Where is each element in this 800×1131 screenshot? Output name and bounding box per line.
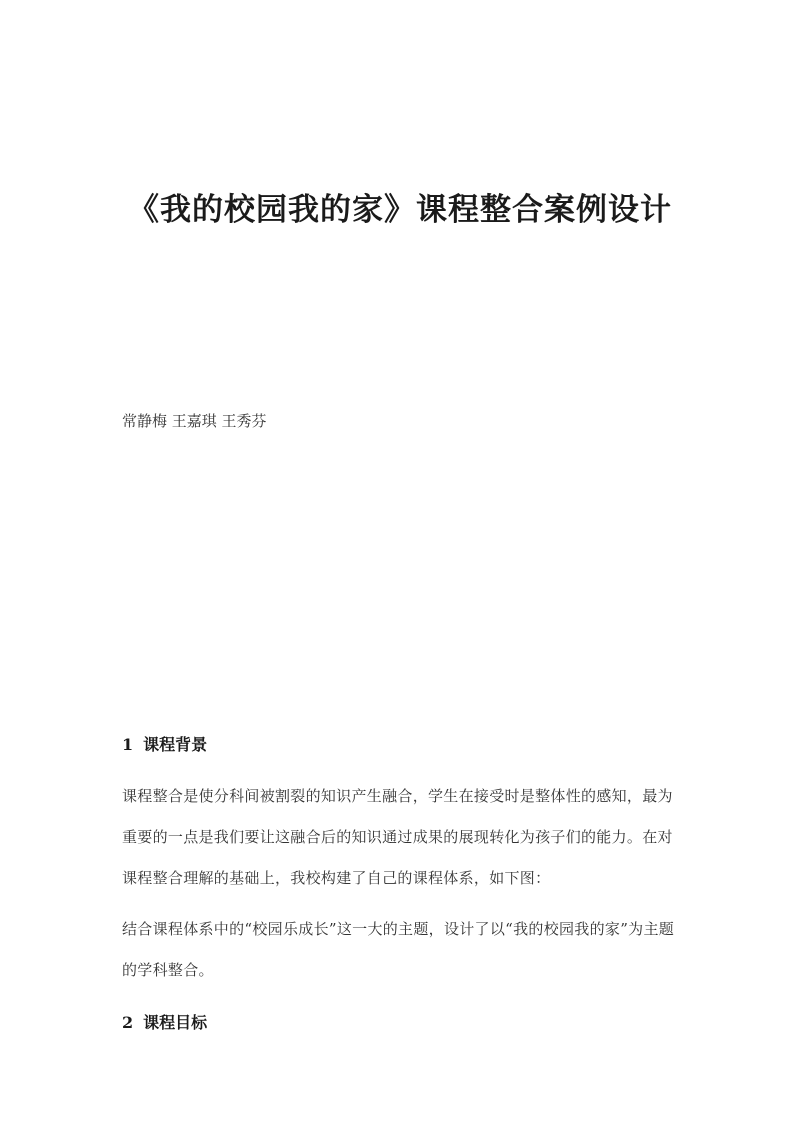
- section-heading-goals: [122, 1011, 207, 1035]
- authors-line: 常静梅 王嘉琪 王秀芬: [122, 412, 267, 430]
- section-title: 课程目标: [143, 1013, 208, 1032]
- document-title: 《我的校园我的家》课程整合案例设计: [128, 192, 672, 228]
- paragraph-background-1: 课程整合是使分科间被割裂的知识产生融合，学生在接受时是整体性的感知，最为重要的一点是我们要让这融合后的知识通过成果的展现转化为孩子们的能力。在对课程整合理解的基础上，我校构建了自己的课程体系，如下图：: [122, 787, 673, 887]
- section-title: 课程背景: [143, 735, 208, 754]
- section-number: 1: [122, 735, 134, 754]
- section-number: 2: [122, 1013, 134, 1032]
- section-heading-background: [122, 733, 207, 757]
- paragraph-background-2: 结合课程体系中的“校园乐成长”这一大的主题，设计了以“我的校园我的家”为主题的学科整合。: [122, 920, 675, 979]
